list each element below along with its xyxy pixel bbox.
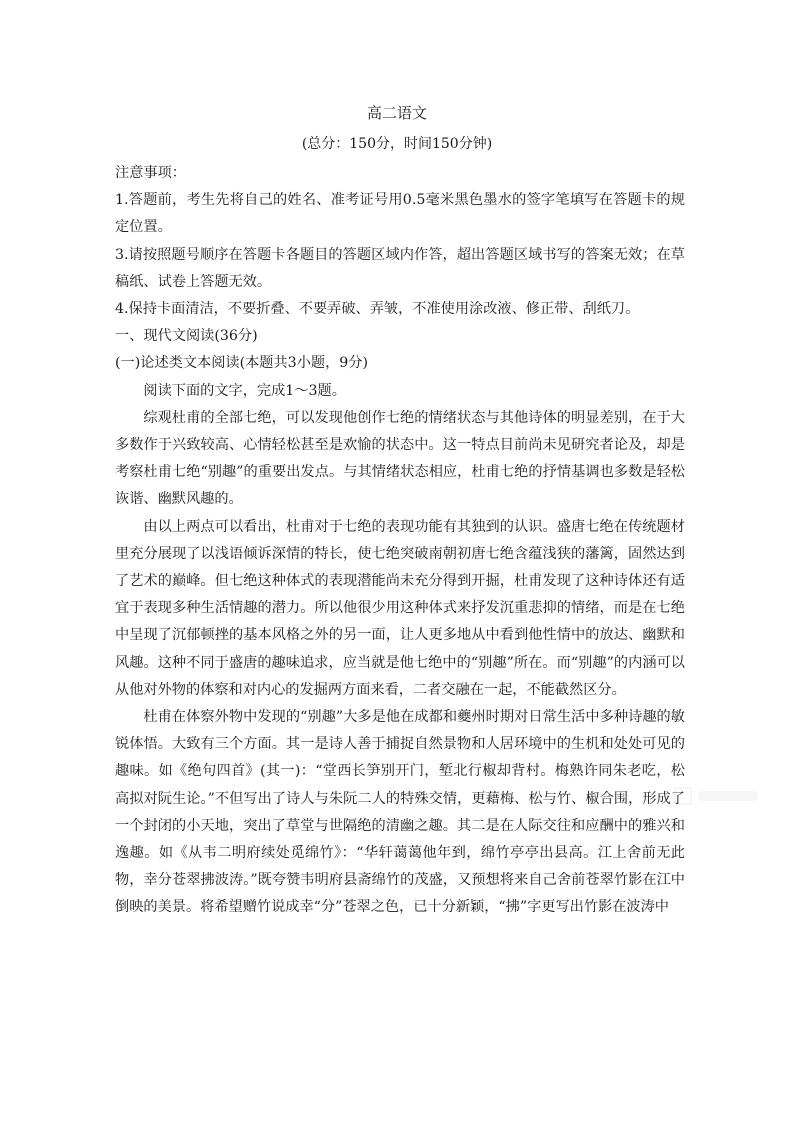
section-heading: 一、现代文阅读(36分) xyxy=(115,328,258,345)
note-item-4: 4.保持卡面清洁，不要折叠、不要弄破、弄皱，不准使用涂改液、修正带、刮纸刀。 xyxy=(115,301,640,318)
passage-paragraph: 综观杜甫的全部七绝，可以发现他创作七绝的情绪状态与其他诗体的明显差别，在于大多数作于兴致较高、心情轻松甚至是欢愉的状态中。这一特点目前尚未见研究者论及，却是考察杜甫七绝“别趣”的重要出发点。与其情绪状态相应，杜甫七绝的抒情基调也多数是轻松诙谐、幽默风趣的。 xyxy=(115,409,685,508)
passage-paragraph: 杜甫在体察外物中发现的“别趣”大多是他在成都和夔州时期对日常生活中多种诗趣的敏锐体悟。大致有三个方面。其一是诗人善于捕捉自然景物和人居环境中的生机和处处可见的趣味。如《绝句四首》(其一)：“堂西长笋别开门，堑北行椒却背村。梅熟许同朱老吃，松高拟对阮生论。”不但写出了诗人与朱阮二人的特殊交情，更藉梅、松与竹、椒合围，形成了一个封闭的小天地，突出了草堂与世隔绝的清幽之趣。其二是在人际交往和应酬中的雅兴和逸趣。如《从韦二明府续处觅绵竹》：“华轩蔼蔼他年到，绵竹亭亭出县高。江上舍前无此物，幸分苍翠拂波涛。”既夸赞韦明府县斋绵竹的茂盛，又预想将来自己舍前苍翠竹影在江中倒映的美景。将希望赠竹说成幸“分”苍翠之色，已十分新颖，“拂”字更写出竹影在波涛中 xyxy=(115,709,685,916)
reading-instruction: 阅读下面的文字，完成1～3题。 xyxy=(143,382,346,399)
passage-paragraph: 由以上两点可以看出，杜甫对于七绝的表现功能有其独到的认识。盛唐七绝在传统题材里充分展现了以浅语倾诉深情的特长，使七绝突破南朝初唐七绝含蕴浅狭的藩篱，固然达到了艺术的巅峰。但七绝这种体式的表现潜能尚未充分得到开掘，杜甫发现了这种诗体还有适宜于表现多种生活情趣的潜力。所以他很少用这种体式来抒发沉重悲抑的情绪，而是在七绝中呈现了沉郁顿挫的基本风格之外的另一面，让人更多地从中看到他性情中的放达、幽默和风趣。这种不同于盛唐的趣味追求，应当就是他七绝中的“别趣”所在。而“别趣”的内涵可以从他对外物的体察和对内心的发掘两方面来看，二者交融在一起，不能截然区分。 xyxy=(115,518,685,698)
subsection-heading: (一)论述类文本阅读(本题共3小题，9分) xyxy=(115,355,369,372)
note-item-1: 1.答题前，考生先将自己的姓名、准考证号用0.5毫米黑色墨水的签字笔填写在答题卡的规定位置。 xyxy=(115,192,685,236)
exam-meta: (总分：150分，时间150分钟) xyxy=(301,136,493,152)
note-item-3: 3.请按照题号顺序在答题卡各题目的答题区域内作答，超出答题区域书写的答案无效；在草稿纸、试卷上答题无效。 xyxy=(115,246,685,290)
document-body xyxy=(115,160,685,922)
notes-heading: 注意事项： xyxy=(115,165,186,181)
watermark-logo-icon xyxy=(674,785,764,807)
page-title: 高二语文 xyxy=(366,104,427,122)
